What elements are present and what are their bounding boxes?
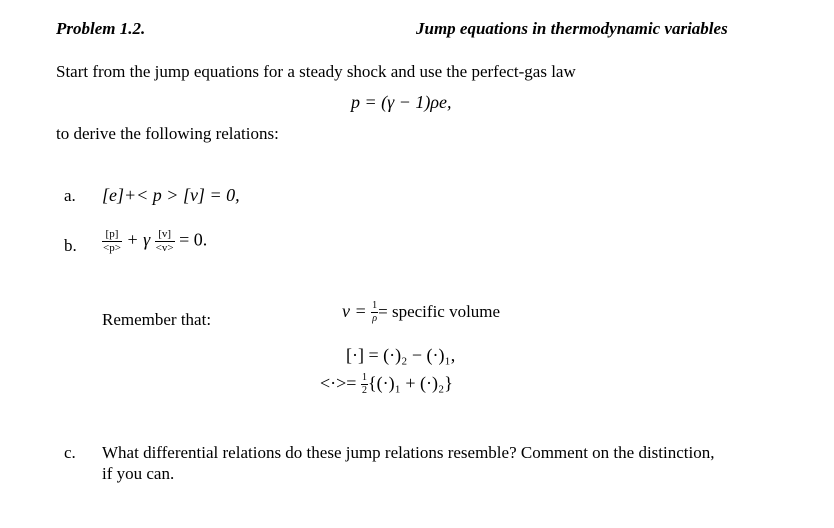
item-b-equation [102, 229, 207, 254]
item-c-label: c. [64, 443, 76, 462]
bracket-definition: [·] = (·)₂ − (·)₁, [346, 345, 456, 365]
fraction-denominator: 2 [361, 385, 367, 397]
v-lhs: v = [342, 301, 367, 321]
fraction-denominator: ρ [372, 313, 378, 325]
fraction-numerator: [v] [155, 229, 175, 242]
problem-label: Problem 1.2. [56, 19, 146, 38]
item-a-label: a. [64, 186, 76, 205]
avg-lhs: <·>= [320, 373, 357, 393]
avg-rhs: {(·)₁ + (·)₂} [367, 373, 453, 393]
fraction-denominator: <p> [103, 242, 121, 254]
fraction-numerator: 1 [361, 372, 367, 384]
fraction-numerator: 1 [372, 300, 378, 312]
item-c-line2: if you can. [102, 464, 175, 483]
intro-sentence: Start from the jump equations for a steady shock and use the perfect-gas law [56, 62, 576, 81]
perfect-gas-law-equation: p = (γ − 1)ρe, [351, 92, 452, 112]
fraction-denominator: <v> [155, 242, 174, 254]
volume-jump-fraction [155, 229, 175, 254]
one-half-fraction [361, 373, 368, 396]
problem-title: Jump equations in thermodynamic variables [416, 19, 728, 38]
item-b-label: b. [64, 236, 77, 255]
item-c-line1: What differential relations do these jump relations resemble? Comment on the distinction, [102, 443, 715, 462]
plus-gamma: + γ [126, 229, 151, 250]
fraction-numerator: [p] [102, 229, 122, 242]
pressure-jump-fraction [102, 229, 122, 254]
v-rhs: = specific volume [378, 302, 501, 321]
remember-label: Remember that: [102, 310, 212, 329]
equation-tail: = 0. [179, 229, 208, 250]
average-definition [320, 373, 453, 396]
item-a-equation: [e]+< p > [v] = 0, [102, 185, 240, 205]
specific-volume-definition [342, 301, 500, 324]
lead-in-text: to derive the following relations: [56, 124, 279, 143]
